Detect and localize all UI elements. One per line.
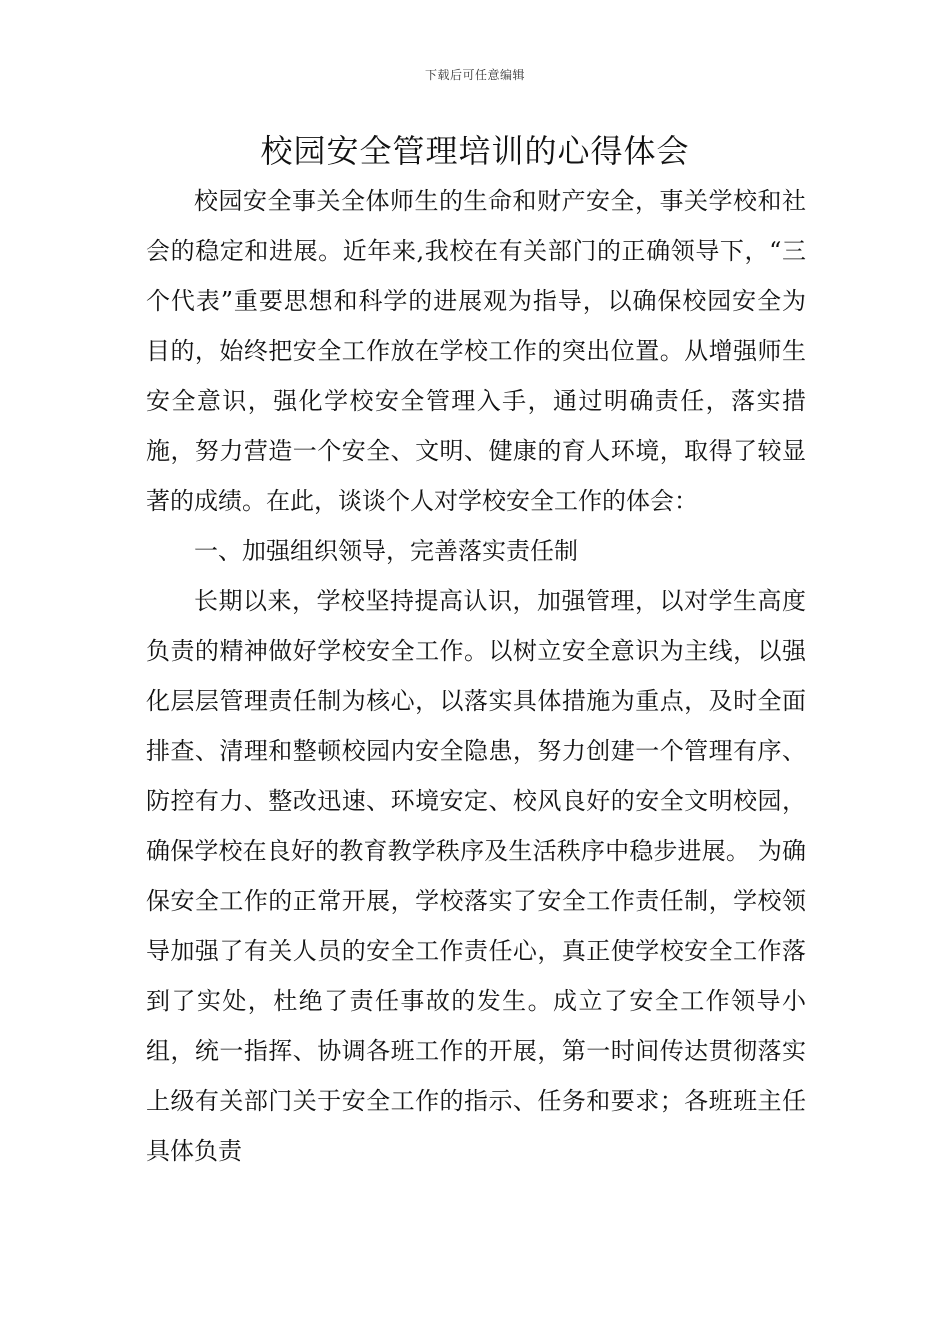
document-title: 校园安全管理培训的心得体会 bbox=[260, 132, 690, 170]
paragraph-intro: 校园安全事关全体师生的生命和财产安全，事关学校和社会的稳定和进展。近年来,我校在有关部门的正确领导下，“三个代表”重要思想和科学的进展观为指导，以确保校园安全为目的，始终把安全工作放在学校工作的突出位置。从增强师生安全意识，强化学校安全管理入手，通过明确责任，落实措施，努力营造一个安全、文明、健康的育人环境，取得了较显著的成绩。在此，谈谈个人对学校安全工作的体会： bbox=[146, 187, 806, 515]
paragraph-section-1: 长期以来，学校坚持提高认识，加强管理，以对学生高度负责的精神做好学校安全工作。以树立安全意识为主线，以强化层层管理责任制为核心，以落实具体措施为重点，及时全面排查、清理和整顿校园内安全隐患，努力创建一个管理有序、防控有力、整改迅速、环境安定、校风良好的安全文明校园，确保学校在良好的教育教学秩序及生活秩序中稳步进展。 为确保安全工作的正常开展，学校落实了安全工作责任制，学校领导加强了有关人员的安全工作责任心，真正使学校安全工作落到了实处，杜绝了责任事故的发生。成立了安全工作领导小组，统一指挥、协调各班工作的开展，第一时间传达贯彻落实上级有关部门关于安全工作的指示、任务和要求；各班班主任具体负责 bbox=[146, 587, 806, 1165]
header-note: 下载后可任意编辑 bbox=[424, 68, 525, 82]
section-heading-1: 一、加强组织领导，完善落实责任制 bbox=[194, 537, 578, 565]
document-body bbox=[146, 176, 806, 1176]
